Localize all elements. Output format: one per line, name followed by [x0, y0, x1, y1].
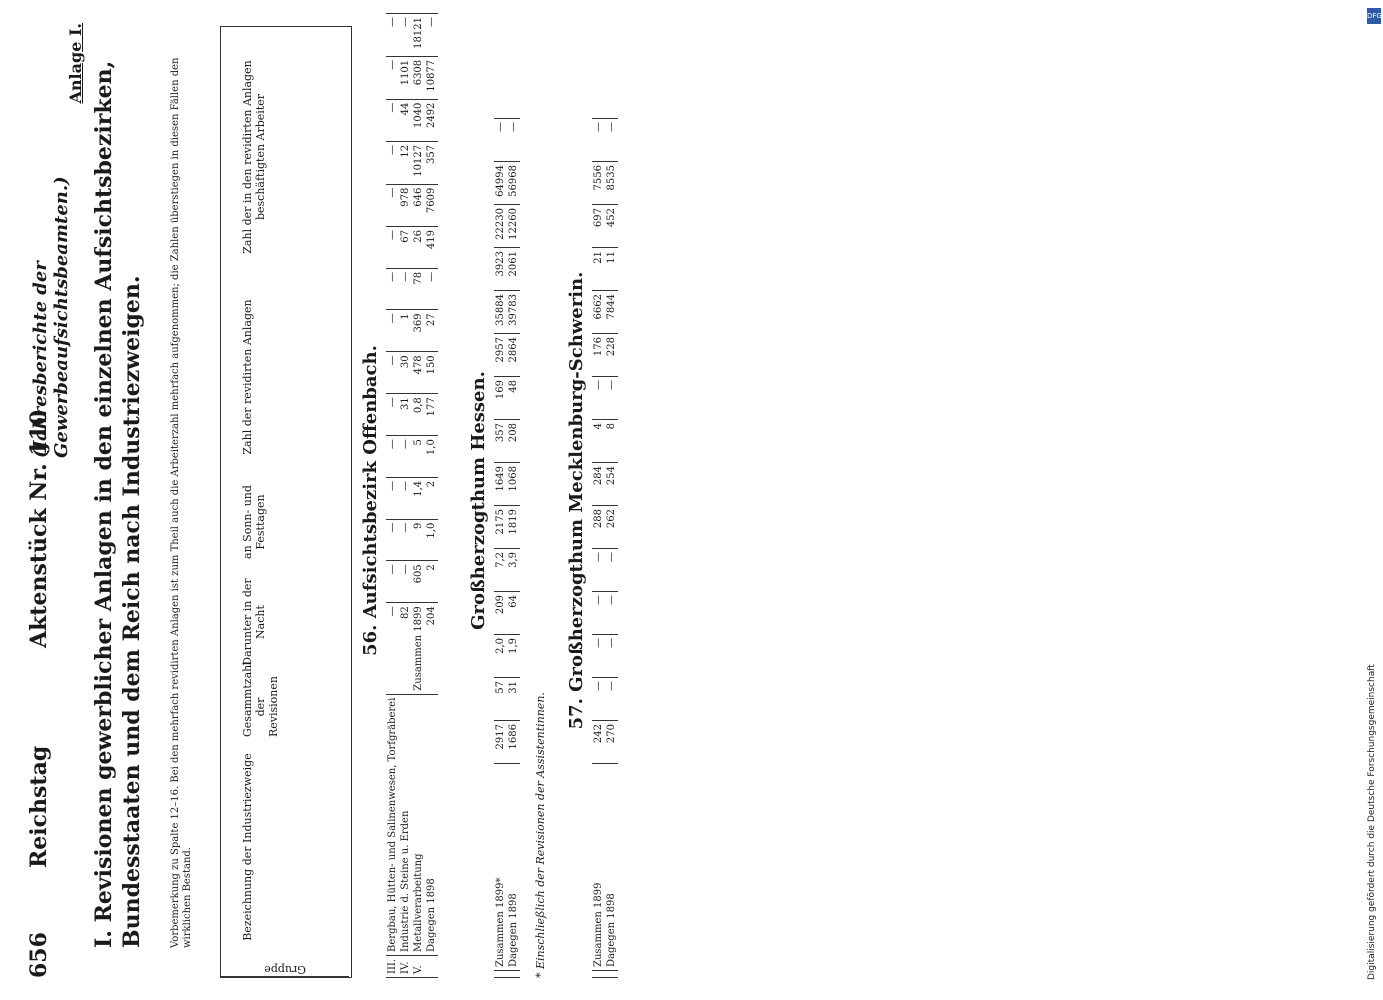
col-arbeiter: Zahl der in den revidirten Anlagen beschäftigten Arbeiter [241, 60, 267, 254]
table-cell: — [605, 549, 618, 592]
table-cell: — [386, 477, 399, 519]
table-cell: 21 [592, 248, 605, 291]
col-sonntag: an Sonn- und Festtagen [241, 485, 267, 559]
table-cell: 35884 [494, 291, 507, 334]
table-cell: 1,4 [412, 477, 425, 519]
col-bezeichnung: Bezeichnung der Industriezweige [241, 753, 254, 941]
col-gruppe: Gruppe [221, 948, 349, 977]
table-cell: — [605, 592, 618, 635]
table-cell: 357 [494, 420, 507, 463]
table-cell: 605 [412, 561, 425, 603]
table-cell: 48 [507, 377, 520, 420]
table-row [425, 14, 438, 978]
table-cell: 64 [507, 592, 520, 635]
table-cell: 2 [425, 561, 438, 603]
table-cell: 78 [412, 268, 425, 310]
table-cell: — [386, 519, 399, 561]
table-cell: 270 [605, 721, 618, 764]
table-row [412, 14, 425, 978]
reichstag-label: Reichstag [26, 745, 52, 868]
table-cell: 8 [605, 420, 618, 463]
table-cell: 4 [592, 420, 605, 463]
table-cell: — [386, 436, 399, 478]
table-cell: 2957 [494, 334, 507, 377]
table-row [592, 119, 605, 978]
table-cell: 204 [425, 603, 438, 694]
row-group: V. [412, 955, 425, 977]
table-cell: 1040 [412, 99, 425, 141]
table-cell: 2 [425, 477, 438, 519]
row-label: Metallverarbeitung [412, 694, 425, 955]
table-cell: — [386, 56, 399, 99]
anlage-label: Anlage I. [66, 23, 85, 104]
table-cell: 27 [425, 310, 438, 352]
table-cell: 5 [412, 436, 425, 478]
row-group [494, 971, 507, 978]
table-cell: 7844 [605, 291, 618, 334]
table-cell: 3,9 [507, 549, 520, 592]
table-cell: — [386, 603, 399, 694]
page-number: 656 [26, 932, 52, 978]
rotated-page [20, 13, 1360, 988]
table-cell: 64994 [494, 162, 507, 205]
section-title: 57. Großherzogthum Mecklenburg-Schwerin. [566, 271, 587, 730]
footnote: * Einschließlich der Revisionen der Assistentinnen. [534, 692, 547, 978]
table-row [507, 119, 520, 978]
col-gesamt: Gesammtzahl der Revisionen [241, 661, 280, 737]
table-cell: — [425, 268, 438, 310]
table-cell: 6308 [412, 56, 425, 99]
table-cell: 7,2 [494, 549, 507, 592]
row-group: III. [386, 955, 399, 977]
section-title: Großherzogthum Hessen. [468, 371, 489, 630]
table-cell: — [399, 477, 412, 519]
table-cell: — [399, 519, 412, 561]
table-cell: 10127 [412, 141, 425, 184]
table-cell: 0,8 [412, 394, 425, 436]
table-cell: — [605, 635, 618, 678]
table-cell: 30 [399, 352, 412, 394]
table-cell: 7609 [425, 184, 438, 226]
table-cell: 288 [592, 506, 605, 549]
row-label: Bergbau, Hütten- und Salinenwesen, Torfgräberei [386, 694, 399, 955]
table-cell: 7556 [592, 162, 605, 205]
table-cell: — [592, 377, 605, 420]
table-cell: 31 [507, 678, 520, 721]
page-header [20, 13, 72, 988]
table-cell: Zusammen 1899 [412, 603, 425, 694]
table-cell: 2061 [507, 248, 520, 291]
col-anlagen: Zahl der revidirten Anlagen [241, 299, 254, 455]
table-cell: — [386, 14, 399, 57]
row-label: Dagegen 1898 [605, 764, 618, 971]
table-cell: — [399, 268, 412, 310]
table-cell: 242 [592, 721, 605, 764]
table-row [494, 119, 507, 978]
table-cell: 2864 [507, 334, 520, 377]
table-cell: 2917 [494, 721, 507, 764]
table-cell: 369 [412, 310, 425, 352]
table-cell: — [386, 226, 399, 268]
digitization-note: Digitalisierung gefördert durch die Deutsche Forschungsgemeinschaft [1367, 664, 1377, 980]
row-label: Dagegen 1898 [425, 694, 438, 955]
table-cell: — [386, 310, 399, 352]
table-cell: — [605, 119, 618, 162]
table-cell: 697 [592, 205, 605, 248]
table-cell: 9 [412, 519, 425, 561]
row-group [507, 971, 520, 978]
section-table [592, 118, 618, 978]
table-cell: 18121 [412, 14, 425, 57]
section-table [494, 118, 520, 978]
table-cell: 209 [494, 592, 507, 635]
table-cell: — [386, 141, 399, 184]
table-cell: — [592, 678, 605, 721]
table-cell: 1,0 [425, 436, 438, 478]
table-cell: 228 [605, 334, 618, 377]
table-cell: 1 [399, 310, 412, 352]
table-cell: 44 [399, 99, 412, 141]
table-cell: 177 [425, 394, 438, 436]
table-cell: — [592, 592, 605, 635]
row-label: Zusammen 1899* [494, 764, 507, 971]
row-label: Dagegen 1898 [507, 764, 520, 971]
row-group: IV. [399, 955, 412, 977]
table-cell: 1649 [494, 463, 507, 506]
section-table [386, 13, 438, 978]
table-title: I. Revisionen gewerblicher Anlagen in den einzelnen Aufsichtsbezirken, Bundesstaaten und dem Reich nach Industriezweigen. [91, 60, 145, 948]
table-cell: — [507, 119, 520, 162]
table-cell: 12 [399, 141, 412, 184]
table-cell: 1,0 [425, 519, 438, 561]
dfg-logo: DFG [1367, 8, 1381, 24]
table-cell: — [386, 352, 399, 394]
table-cell: 419 [425, 226, 438, 268]
table-cell: — [386, 99, 399, 141]
table-cell: 12260 [507, 205, 520, 248]
table-cell: 978 [399, 184, 412, 226]
table-cell: 10877 [425, 56, 438, 99]
table-cell: 169 [494, 377, 507, 420]
table-cell: 150 [425, 352, 438, 394]
row-label: Industrie d. Steine u. Erden [399, 694, 412, 955]
table-cell: 22230 [494, 205, 507, 248]
table-cell: 11 [605, 248, 618, 291]
table-cell: — [399, 14, 412, 57]
table-cell: 254 [605, 463, 618, 506]
table-cell: 67 [399, 226, 412, 268]
table-cell: — [399, 561, 412, 603]
table-header [220, 26, 352, 978]
table-cell: 1686 [507, 721, 520, 764]
row-group [592, 971, 605, 978]
aktenstueck-label: Aktenstück Nr. 110 [26, 409, 52, 648]
row-group [425, 955, 438, 977]
table-cell: 1068 [507, 463, 520, 506]
table-cell: — [386, 184, 399, 226]
table-cell: 262 [605, 506, 618, 549]
table-cell: 26 [412, 226, 425, 268]
table-row [386, 14, 399, 978]
table-cell: 6662 [592, 291, 605, 334]
table-cell: 478 [412, 352, 425, 394]
table-row [399, 14, 412, 978]
table-cell: 208 [507, 420, 520, 463]
table-cell: 56968 [507, 162, 520, 205]
row-group [605, 971, 618, 978]
table-cell: — [386, 268, 399, 310]
table-cell: 1101 [399, 56, 412, 99]
table-cell: 1,9 [507, 635, 520, 678]
table-cell: 82 [399, 603, 412, 694]
table-cell: — [592, 635, 605, 678]
table-cell: — [605, 678, 618, 721]
table-cell: 3923 [494, 248, 507, 291]
table-cell: 176 [592, 334, 605, 377]
table-cell: — [425, 14, 438, 57]
table-cell: 284 [592, 463, 605, 506]
table-cell: — [386, 394, 399, 436]
table-cell: 2,0 [494, 635, 507, 678]
table-cell: 2175 [494, 506, 507, 549]
section-title: 56. Aufsichtsbezirk Offenbach. [360, 345, 381, 656]
table-row [605, 119, 618, 978]
row-label: Zusammen 1899 [592, 764, 605, 971]
table-cell: — [399, 436, 412, 478]
table-cell: 2492 [425, 99, 438, 141]
table-cell: 8535 [605, 162, 618, 205]
table-cell: — [592, 119, 605, 162]
table-cell: — [605, 377, 618, 420]
table-cell: 1819 [507, 506, 520, 549]
table-cell: 357 [425, 141, 438, 184]
preliminary-note: Vorbemerkung zu Spalte 12–16. Bei den mehrfach revidirten Anlagen ist zum Theil auch die Arbeiterzahl mehrfach aufgenommen; die Zahlen überstiegen in diesen Fällen den wirklichen Bestand. [170, 57, 193, 948]
table-cell: — [386, 561, 399, 603]
table-cell: 31 [399, 394, 412, 436]
table-cell: 646 [412, 184, 425, 226]
subtitle: (Jahresberichte der Gewerbeaufsichtsbeamten.) [30, 176, 72, 458]
table-cell: 57 [494, 678, 507, 721]
table-cell: — [592, 549, 605, 592]
table-cell: — [494, 119, 507, 162]
col-nacht: Darunter in der Nacht [241, 578, 267, 666]
table-cell: 39783 [507, 291, 520, 334]
table-cell: 452 [605, 205, 618, 248]
